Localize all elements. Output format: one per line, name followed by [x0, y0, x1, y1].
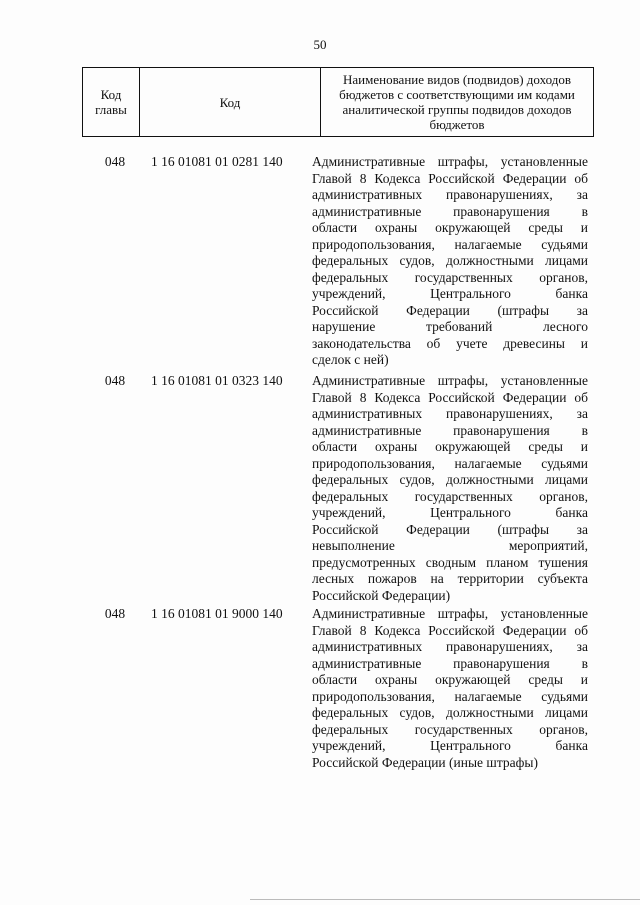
name-line: предусмотренных сводным планом тушения	[312, 554, 588, 570]
header-chapter-line: главы	[95, 102, 127, 117]
header-name	[321, 68, 594, 137]
name-line: федеральных судов, должностными лицами	[312, 253, 588, 268]
name-line: Российской Федерации (иные штрафы)	[312, 754, 538, 770]
name-line: федеральных государственных органов,	[312, 269, 588, 285]
name-line: федеральных государственных органов,	[312, 488, 588, 504]
page-edge-line	[250, 899, 640, 900]
name-line: лесных пожаров на территории субъекта	[312, 571, 588, 586]
name-line: Главой 8 Кодекса Российской Федерации об	[312, 622, 588, 638]
revenue-name	[312, 606, 588, 771]
name-line: Административные штрафы, установленные	[312, 606, 588, 621]
page-number: 50	[313, 37, 327, 52]
name-line: нарушение требований лесного	[312, 319, 588, 334]
name-line: законодательства об учете древесины и	[312, 335, 588, 351]
name-line: административные правонарушения в	[312, 203, 588, 219]
revenue-code: 1 16 01081 01 0281 140	[151, 154, 283, 169]
name-line: Административные штрафы, установленные	[312, 373, 588, 388]
name-line: Российской Федерации)	[312, 587, 451, 603]
name-line: административных правонарушениях, за	[312, 639, 588, 654]
name-line: невыполнение мероприятий,	[312, 538, 588, 553]
name-line: административные правонарушения в	[312, 422, 588, 438]
name-line: учреждений, Центрального банка	[312, 286, 588, 301]
name-line: Главой 8 Кодекса Российской Федерации об	[312, 389, 588, 405]
revenue-code: 1 16 01081 01 9000 140	[151, 606, 283, 621]
name-line: области охраны окружающей среды и	[312, 672, 588, 687]
header-name-line: бюджетов	[429, 117, 485, 132]
revenue-name	[312, 373, 588, 604]
name-line: Российской Федерации (штрафы за	[312, 302, 588, 318]
name-line: учреждений, Центрального банка	[312, 505, 588, 520]
name-line: административные правонарушения в	[312, 655, 588, 671]
header-chapter-line: Код	[100, 87, 122, 102]
name-line: области охраны окружающей среды и	[312, 220, 588, 235]
header-name-line: аналитической группы подвидов доходов	[342, 102, 572, 117]
revenue-code: 1 16 01081 01 0323 140	[151, 373, 283, 388]
name-line: учреждений, Центрального банка	[312, 738, 588, 753]
header-name-line: Наименование видов (подвидов) доходов	[343, 72, 571, 87]
name-line: Главой 8 Кодекса Российской Федерации об	[312, 170, 588, 186]
name-line: Административные штрафы, установленные	[312, 154, 588, 169]
table-header	[82, 67, 594, 137]
revenue-name	[312, 154, 588, 369]
header-code: Код	[140, 68, 321, 137]
name-line: федеральных судов, должностными лицами	[312, 472, 588, 487]
name-line: административных правонарушениях, за	[312, 406, 588, 421]
name-line: федеральных судов, должностными лицами	[312, 705, 588, 720]
header-name-line: бюджетов с соответствующими им кодами	[339, 87, 575, 102]
name-line: природопользования, налагаемые судьями	[312, 236, 588, 252]
name-line: административных правонарушениях, за	[312, 187, 588, 202]
name-line: области охраны окружающей среды и	[312, 439, 588, 454]
chapter-code: 048	[104, 154, 126, 169]
chapter-code: 048	[104, 606, 126, 621]
name-line: Российской Федерации (штрафы за	[312, 521, 588, 537]
chapter-code: 048	[104, 373, 126, 388]
name-line: федеральных государственных органов,	[312, 721, 588, 737]
name-line: природопользования, налагаемые судьями	[312, 455, 588, 471]
header-chapter-code	[83, 68, 140, 137]
name-line: сделок с ней)	[312, 352, 389, 367]
name-line: природопользования, налагаемые судьями	[312, 688, 588, 704]
